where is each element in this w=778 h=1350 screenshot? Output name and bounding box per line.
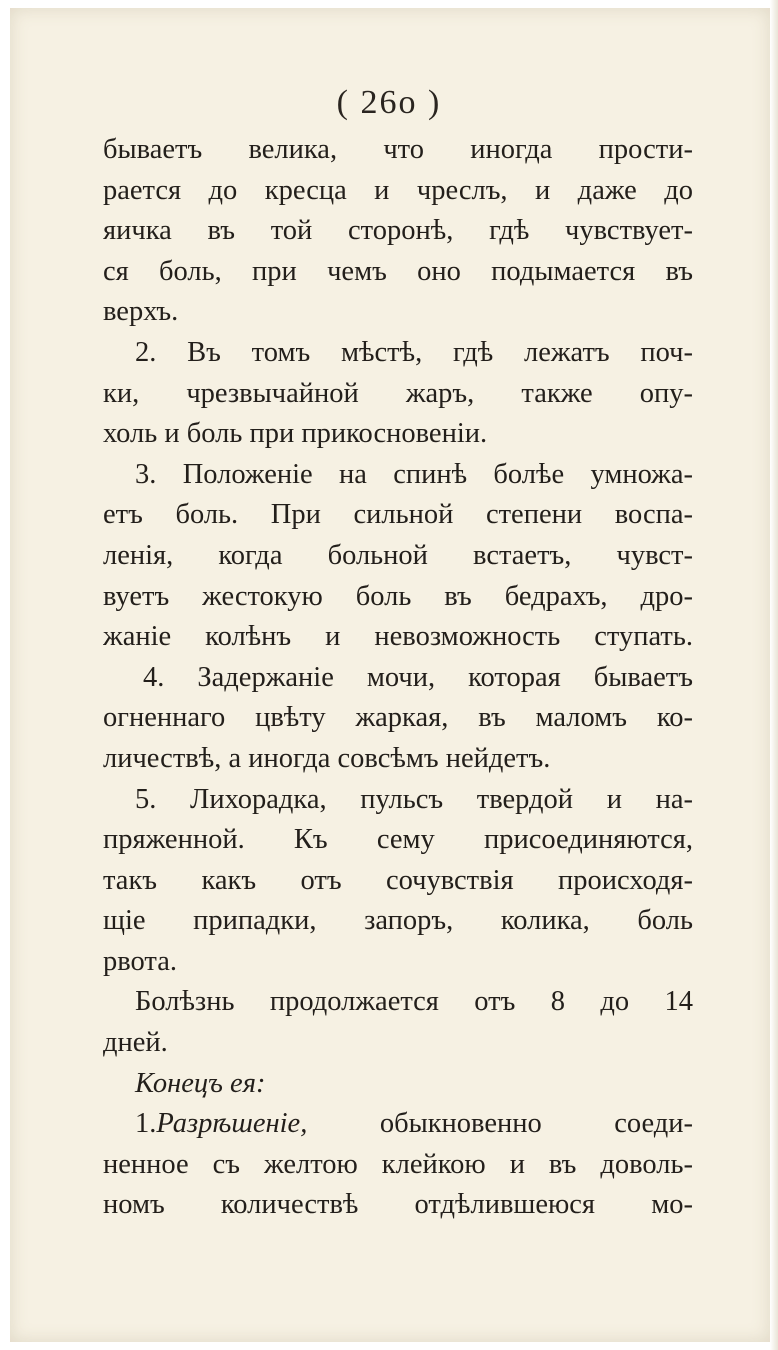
text-line: 5. Лихорадка, пульсъ твердой и на- xyxy=(135,783,693,815)
text-line: 3. Положенiе на спинѣ болѣе умножа- xyxy=(135,458,693,490)
text-line: етъ боль. При сильной степени воспа- xyxy=(103,499,693,531)
section-heading: Конецъ ея: xyxy=(135,1067,266,1099)
text-line: такъ какъ отъ сочувствiя происходя- xyxy=(103,864,693,896)
text-line: ки, чрезвычайной жаръ, также опу- xyxy=(103,377,693,409)
text-line: вуетъ жестокую боль въ бедрахъ, дро- xyxy=(103,580,693,612)
text-line: пряженной. Къ сему присоединяются, xyxy=(103,824,693,856)
text-line: огненнаго цвѣту жаркая, въ маломъ ко- xyxy=(103,702,693,734)
text-line: холь и боль при прикосновенiи. xyxy=(103,418,488,450)
text-line: щiе припадки, запоръ, колика, боль xyxy=(103,905,693,937)
text-line: яичка въ той сторонѣ, гдѣ чувствует- xyxy=(103,215,693,247)
text-line: номъ количествѣ отдѣлившеюся мо- xyxy=(103,1189,693,1221)
text-line: 4. Задержанiе мочи, которая бываетъ xyxy=(143,661,693,693)
list-number: 1. xyxy=(135,1108,157,1140)
text-fragment: обыкновенно соеди- xyxy=(379,1108,693,1140)
text-line: ненное съ желтою клейкою и въ доволь- xyxy=(103,1148,693,1180)
term-italic: Разрѣшенiе, xyxy=(156,1108,308,1140)
text-line: ся боль, при чемъ оно подымается въ xyxy=(103,255,693,287)
page-number: ( 26o ) xyxy=(336,84,442,121)
text-line: Болѣзнь продолжается отъ 8 до 14 xyxy=(135,986,693,1018)
text-line xyxy=(103,1104,693,1145)
page-edge xyxy=(770,0,778,1350)
text-line: ленiя, когда больной встаетъ, чувст- xyxy=(103,539,693,571)
text-line: верхъ. xyxy=(103,296,179,328)
text-line: рвота. xyxy=(103,945,177,977)
body-text xyxy=(103,130,693,1226)
text-line: 2. Въ томъ мѣстѣ, гдѣ лежатъ поч- xyxy=(135,336,693,368)
text-line: бываетъ велика, что иногда прости- xyxy=(103,134,693,165)
text-line: жанiе колѣнъ и невозможность ступать. xyxy=(103,621,693,653)
text-line: дней. xyxy=(103,1027,168,1059)
text-line: личествѣ, а иногда совсѣмъ нейдетъ. xyxy=(103,742,551,774)
text-line: рается до кресца и чреслъ, и даже до xyxy=(103,174,693,206)
